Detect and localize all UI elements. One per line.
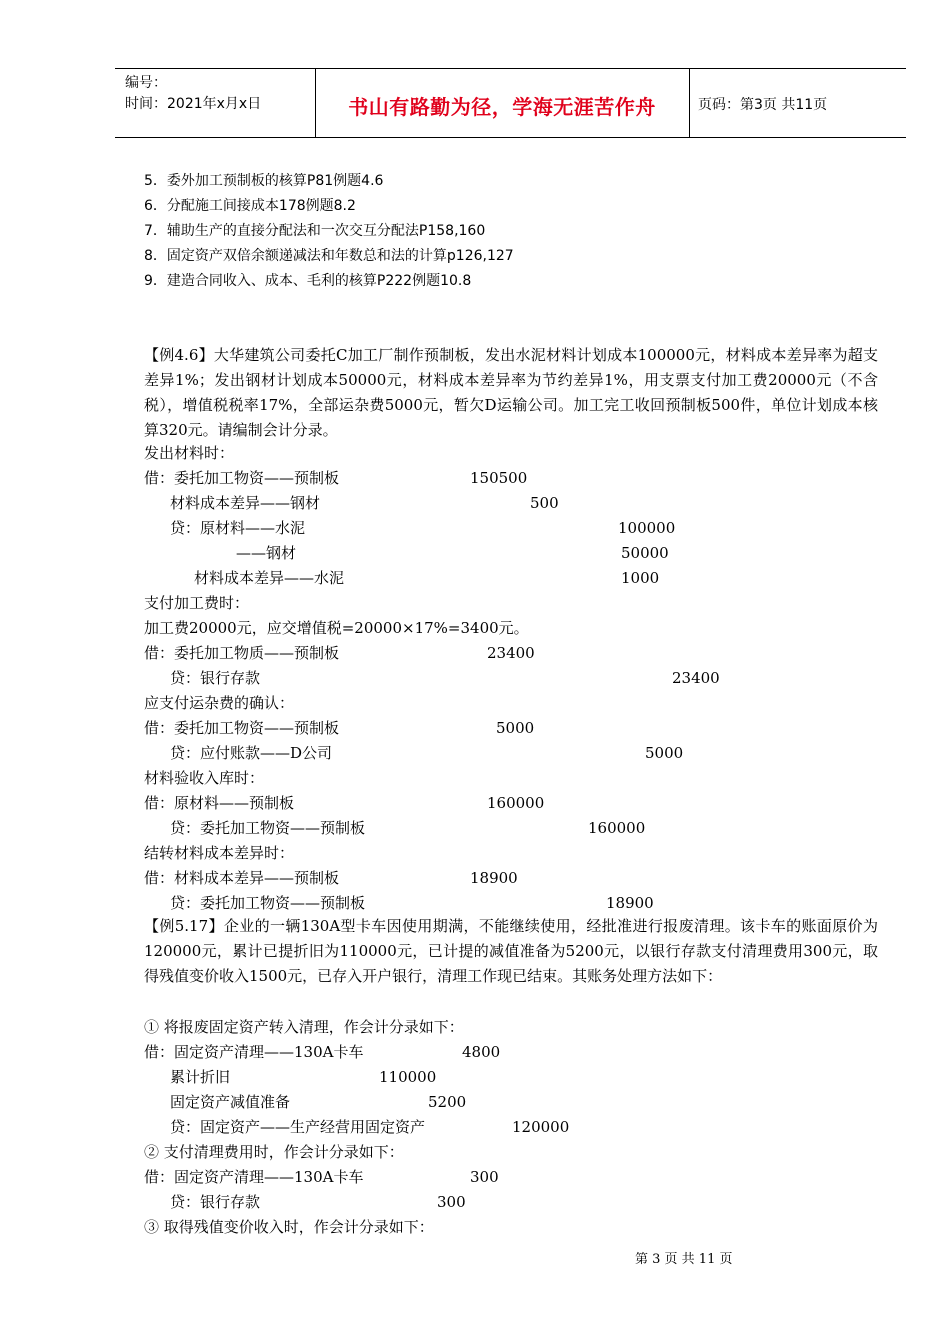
entry-heading: 应支付运杂费的确认： [144, 694, 295, 712]
entry-account: 贷：原材料——水泥 [170, 519, 306, 537]
entry-amount: 5000 [496, 719, 535, 737]
entry-amount: 160000 [487, 794, 545, 812]
entry-amount: 300 [437, 1193, 466, 1211]
header-motto: 书山有路勤为径，学海无涯苦作舟 [348, 95, 656, 119]
entry-account: 贷：委托加工物资——预制板 [170, 894, 366, 912]
entry-account: 借：委托加工物资——预制板 [144, 469, 340, 487]
entry-amount: 23400 [672, 669, 720, 687]
entry-note: 加工费20000元，应交增值税=20000×17%=3400元。 [144, 619, 529, 637]
entry-heading: ③ 取得残值变价收入时，作会计分录如下： [144, 1218, 434, 1236]
header-divider [689, 69, 690, 137]
entry-amount: 18900 [470, 869, 518, 887]
entry-account: 贷：委托加工物资——预制板 [170, 819, 366, 837]
entry-heading: 材料验收入库时： [144, 769, 265, 787]
entry-amount: 160000 [588, 819, 646, 837]
entry-account: 借：固定资产清理——130A卡车 [144, 1043, 364, 1061]
entry-amount: 5000 [645, 744, 684, 762]
entry-amount: 4800 [462, 1043, 501, 1061]
entry-account: 贷：应付账款——D公司 [170, 744, 333, 762]
example-5-17-intro: 【例5.17】企业的一辆130A型卡车因使用期满，不能继续使用，经批准进行报废清理。该卡车的账面原价为120000元，累计已提折旧为110000元，已计提的减值准备为5200元，以银行存款支付清理费用300元，取得残值变价收入1500元，已存入开户银行，清理工作现已结束。其账务处理方法如下： [144, 917, 878, 985]
entry-account: 固定资产减值准备 [170, 1093, 291, 1111]
entry-account: 贷：固定资产——生产经营用固定资产 [170, 1118, 426, 1136]
topic-item: 9．建造合同收入、成本、毛利的核算P222例题10.8 [144, 273, 472, 289]
entry-account: ——钢材 [236, 544, 297, 562]
header-code: 编号： [125, 75, 167, 91]
header-page-number: 页码：第3页 共11页 [698, 97, 828, 113]
entry-heading: ② 支付清理费用时，作会计分录如下： [144, 1143, 404, 1161]
entry-amount: 18900 [606, 894, 654, 912]
entry-amount: 1000 [621, 569, 660, 587]
entry-amount: 110000 [379, 1068, 437, 1086]
entry-amount: 23400 [487, 644, 535, 662]
entry-heading: ① 将报废固定资产转入清理，作会计分录如下： [144, 1018, 464, 1036]
entry-account: 贷：银行存款 [170, 1193, 261, 1211]
entry-amount: 5200 [428, 1093, 467, 1111]
entry-account: 借：委托加工物质——预制板 [144, 644, 340, 662]
topic-item: 7．辅助生产的直接分配法和一次交互分配法P158,160 [144, 223, 486, 239]
page-header [115, 68, 906, 138]
entry-account: 借：委托加工物资——预制板 [144, 719, 340, 737]
entry-amount: 500 [530, 494, 559, 512]
entry-heading: 结转材料成本差异时： [144, 844, 295, 862]
header-time: 时间：2021年x月x日 [125, 96, 262, 112]
topic-item: 5．委外加工预制板的核算P81例题4.6 [144, 173, 384, 189]
entry-account: 借：材料成本差异——预制板 [144, 869, 340, 887]
topic-item: 6．分配施工间接成本178例题8.2 [144, 198, 356, 214]
entry-account: 累计折旧 [170, 1068, 231, 1086]
topic-item: 8．固定资产双倍余额递减法和年数总和法的计算p126,127 [144, 248, 514, 264]
entry-amount: 150500 [470, 469, 528, 487]
entry-account: 材料成本差异——钢材 [170, 494, 321, 512]
entry-amount: 300 [470, 1168, 499, 1186]
entry-account: 借：原材料——预制板 [144, 794, 295, 812]
entry-amount: 120000 [512, 1118, 570, 1136]
entry-account: 材料成本差异——水泥 [194, 569, 345, 587]
header-meta [125, 73, 261, 115]
entry-amount: 50000 [621, 544, 669, 562]
entry-amount: 100000 [618, 519, 676, 537]
entry-account: 借：固定资产清理——130A卡车 [144, 1168, 364, 1186]
entry-heading: 发出材料时： [144, 444, 235, 462]
entry-heading: 支付加工费时： [144, 594, 250, 612]
example-4-6-intro: 【例4.6】大华建筑公司委托C加工厂制作预制板，发出水泥材料计划成本100000元，材料成本差异率为超支差异1%；发出钢材计划成本50000元，材料成本差异率为节约差异1%，用支票支付加工费20000元（不含税），增值税税率17%，全部运杂费5000元，暂欠D运输公司。加工完工收回预制板500件，单位计划成本核算320元。请编制会计分录。 [144, 346, 878, 439]
page-footer: 第 3 页 共 11 页 [635, 1252, 733, 1267]
entry-account: 贷：银行存款 [170, 669, 261, 687]
